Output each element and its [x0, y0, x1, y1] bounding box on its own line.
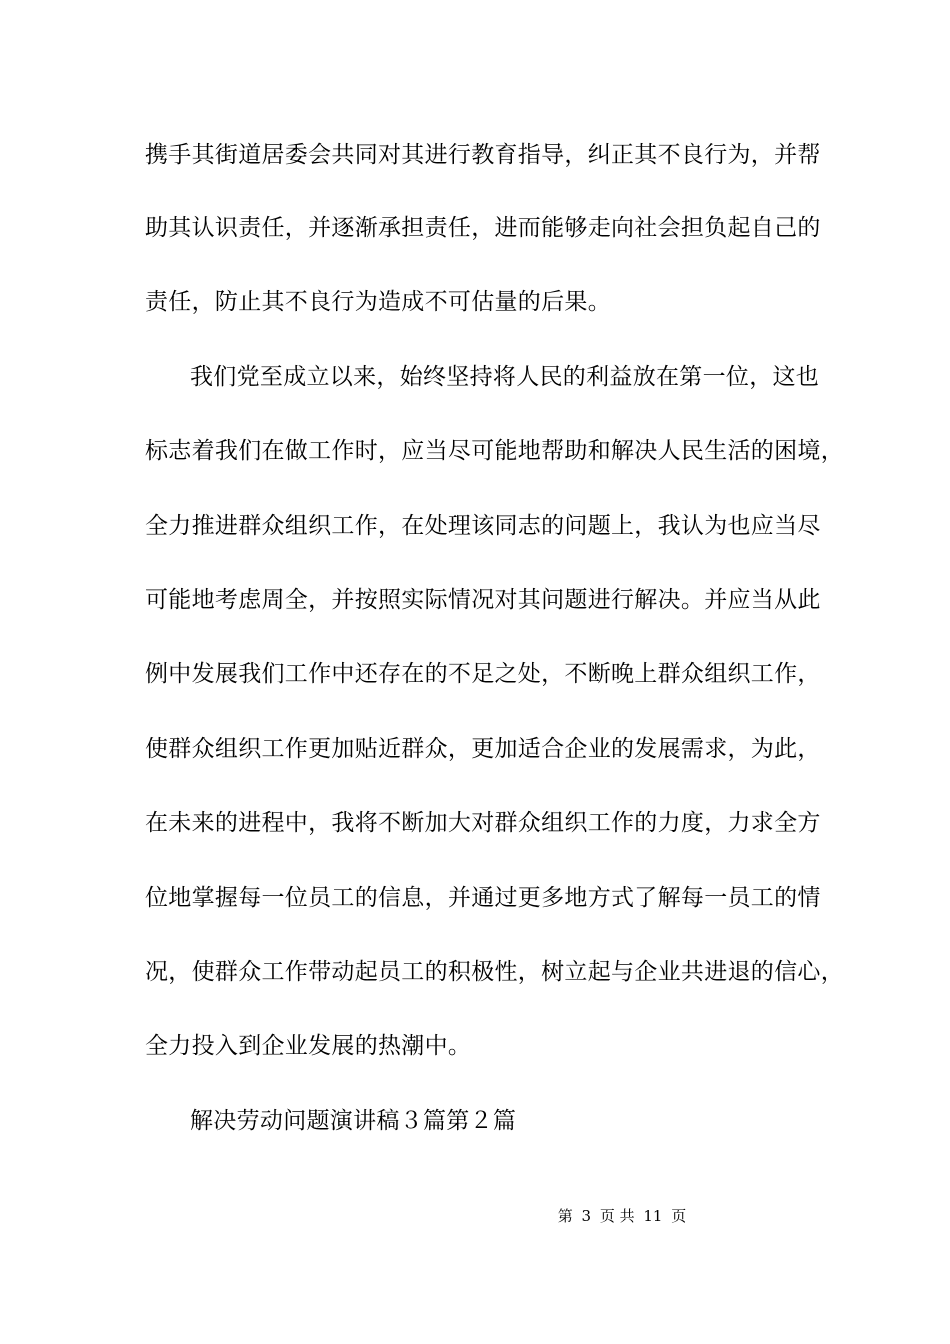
text-line: 位地掌握每一位员工的信息，并通过更多地方式了解每一员工的情	[145, 885, 821, 911]
footer-current-page: 3	[581, 1207, 592, 1225]
text-line: 助其认识责任，并逐渐承担责任，进而能够走向社会担负起自己的	[145, 215, 821, 241]
footer-total-pages: 11	[643, 1207, 663, 1225]
paragraph-start-line: 我们党至成立以来，始终坚持将人民的利益放在第一位，这也	[190, 364, 820, 390]
footer-prefix: 第	[557, 1207, 573, 1225]
text-line: 责任，防止其不良行为造成不可估量的后果。	[145, 289, 611, 315]
footer-mid: 页 共	[599, 1207, 635, 1225]
text-line: 可能地考虑周全，并按照实际情况对其问题进行解决。并应当从此	[145, 587, 821, 613]
section-heading: 解决劳动问题演讲稿３篇第２篇	[190, 1108, 517, 1134]
text-line: 全力推进群众组织工作，在处理该同志的问题上，我认为也应当尽	[145, 513, 821, 539]
text-line: 例中发展我们工作中还存在的不足之处，不断晚上群众组织工作，	[145, 661, 821, 687]
text-line: 标志着我们在做工作时，应当尽可能地帮助和解决人民生活的困境，	[145, 438, 844, 464]
text-line: 在未来的进程中，我将不断加大对群众组织工作的力度，力求全方	[145, 810, 821, 836]
text-line: 携手其街道居委会共同对其进行教育指导，纠正其不良行为，并帮	[145, 142, 821, 168]
text-line: 使群众组织工作更加贴近群众，更加适合企业的发展需求，为此，	[145, 736, 821, 762]
page-footer	[0, 1206, 950, 1226]
text-line: 全力投入到企业发展的热潮中。	[145, 1033, 472, 1059]
text-line: 况，使群众工作带动起员工的积极性，树立起与企业共进退的信心，	[145, 959, 844, 985]
footer-suffix: 页	[671, 1207, 687, 1225]
